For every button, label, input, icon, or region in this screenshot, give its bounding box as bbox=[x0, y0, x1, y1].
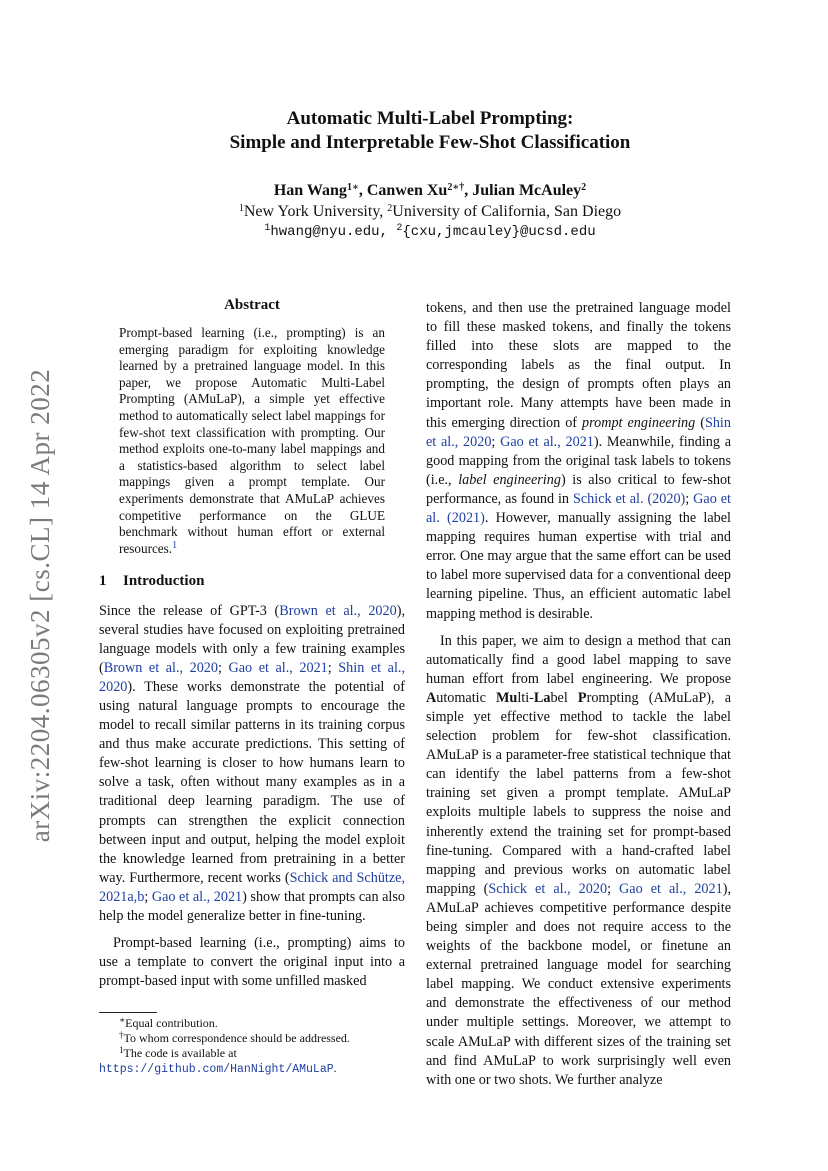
abstract-heading: Abstract bbox=[224, 297, 280, 313]
footnote-mark: ∗ bbox=[119, 1015, 126, 1025]
intro-paragraph-4 bbox=[426, 632, 731, 1090]
citation-link[interactable]: Shin et al., 2020 bbox=[426, 414, 731, 450]
author-sep-2: , bbox=[464, 182, 473, 199]
citation-link[interactable]: Gao et al., 2021 bbox=[619, 880, 723, 897]
text-run: ), several studies have focused on exploiting pretrained language models with only a few training examples ( bbox=[99, 602, 405, 676]
citation-link[interactable]: Gao et al., 2021 bbox=[500, 433, 594, 450]
text-run: ; bbox=[327, 659, 339, 676]
bold-run: A bbox=[426, 689, 437, 706]
section-heading-introduction bbox=[99, 572, 405, 591]
footnote-text: To whom correspondence should be addressed. bbox=[123, 1031, 350, 1045]
author-2: Canwen Xu bbox=[366, 182, 448, 199]
aff-2-mark: 2 bbox=[387, 203, 393, 214]
text-run: rompting (AMuLaP), a simple yet effective method to tackle the label selection problem for few-shot classification. AMuLaP is a parameter-free statistical technique that can identify the label patterns from a few-shot training set given a prompt template. AMuLaP exploits multiple labels to suppress the noise and inherently extend the training set for prompt-based fine-tuning. Compared with a hand-crafted label mapping and previous works on automatic label mapping ( bbox=[426, 689, 731, 897]
text-run: ) show that prompts can also help the model generalize better in fine-tuning. bbox=[99, 888, 405, 924]
text-run: Since the release of GPT-3 ( bbox=[99, 602, 280, 619]
intro-paragraph-2: Prompt-based learning (i.e., prompting) aims to use a template to convert the original input into a prompt-based input with some unfilled masked bbox=[99, 935, 405, 990]
citation-link[interactable]: Gao et al. (2021) bbox=[426, 490, 731, 527]
footnote-2 bbox=[99, 1031, 405, 1046]
text-run: utomatic bbox=[436, 689, 497, 706]
arxiv-stamp bbox=[18, 365, 64, 845]
text-run: ( bbox=[695, 414, 705, 431]
email-2: {cxu,jmcauley}@ucsd.edu bbox=[402, 224, 596, 240]
author-sep-1: , bbox=[358, 182, 367, 199]
text-run: . However, manually assigning the label mapping requires human expertise with trial and error. One may argue that the same effort can be used to label more supervised data for a conventional deep learning pipeline. Thus, an efficient automatic label mapping method is desirable. bbox=[426, 510, 731, 622]
text-run: ), AMuLaP achieves competitive performance despite being simpler and does not require access to the weights of the backbone model, or finetune an external pretrained language model for searching label mapping. We conduct extensive experiments and demonstrate the effectiveness of our method under multiple settings. Moreover, we attempt to scale AMuLaP with different sizes of the training set and find AMuLaP to work surprisingly well even with one or two shots. We further analyze bbox=[426, 880, 731, 1088]
author-3-mark: 2 bbox=[581, 182, 587, 193]
footnote-1 bbox=[99, 1016, 405, 1031]
text-run: In this paper, we aim to design a method that can automatically find a good label mapping to save human effort from label engineering. We propose bbox=[426, 632, 731, 687]
aff-1-mark: 1 bbox=[238, 203, 244, 214]
bold-run: Mu bbox=[496, 689, 518, 706]
email-1-mark: 1 bbox=[264, 223, 271, 234]
title-line-1: Automatic Multi-Label Prompting: bbox=[286, 108, 574, 129]
text-run: ) is also critical to few-shot performance, as found in bbox=[426, 471, 731, 507]
text-run: bel bbox=[550, 689, 578, 706]
citation-link[interactable]: Shin et al., 2020 bbox=[99, 659, 405, 695]
section-number: 1 bbox=[99, 573, 107, 590]
email-2-mark: 2 bbox=[396, 223, 403, 234]
affiliations bbox=[100, 201, 760, 222]
footnote-rule bbox=[99, 1012, 157, 1013]
footnote-text: . bbox=[333, 1061, 337, 1075]
text-run: ; bbox=[607, 880, 620, 897]
text-run: tokens, and then use the pretrained language model to fill these masked tokens, and finally the tokens filled into these slots are mapped to the corresponding labels as the final output. In prompting, the design of prompts often plays an important role. Many attempts have been made in this emerging direction of bbox=[426, 300, 731, 431]
right-column bbox=[426, 299, 731, 1090]
author-block bbox=[100, 180, 760, 243]
citation-link[interactable]: Gao et al., 2021 bbox=[228, 659, 328, 676]
footnote-text: The code is available at bbox=[123, 1046, 237, 1060]
intro-paragraph-3 bbox=[426, 299, 731, 624]
email-1: hwang@nyu.edu, bbox=[270, 224, 397, 240]
text-run: ). Meanwhile, finding a good mapping from the original task labels to tokens (i.e., bbox=[426, 433, 732, 488]
abstract-text bbox=[119, 325, 385, 557]
author-2-mark: 2∗† bbox=[447, 182, 465, 193]
emails bbox=[100, 222, 760, 243]
author-1: Han Wang bbox=[273, 182, 347, 199]
text-run: ; bbox=[144, 888, 152, 905]
paper-title bbox=[100, 107, 760, 155]
citation-link[interactable]: Gao et al., 2021 bbox=[151, 888, 243, 905]
left-column bbox=[99, 296, 405, 991]
title-line-2: Simple and Interpretable Few-Shot Classification bbox=[229, 132, 631, 153]
bold-run: P bbox=[577, 689, 587, 706]
citation-link[interactable]: Brown et al., 2020 bbox=[279, 602, 397, 619]
affiliation-1: New York University, bbox=[243, 203, 388, 220]
citation-link[interactable]: Schick et al., 2020 bbox=[488, 880, 608, 897]
footnotes bbox=[99, 1012, 405, 1077]
text-run: ; bbox=[685, 490, 694, 507]
text-run: ). These works demonstrate the potential of using natural language prompts to encourage the model to recall similar patterns in its training corpus and thus make accurate predictions. This setting of few-shot learning is closer to how humans learn to solve a task, often without many examples as in a traditional deep learning paradigm. The use of prompts can strengthen the explicit connection between input and output, helping the model exploit the knowledge learned from pretraining in a better way. Furthermore, recent works ( bbox=[99, 678, 405, 886]
abstract-body: Prompt-based learning (i.e., prompting) is an emerging paradigm for exploiting knowledge learned by a pretrained language model. In this paper, we propose Automatic Multi-Label Prompting (AMuLaP), a simple yet effective method to automatically select label mappings for few-shot text classification with prompting. Our method exploits one-to-many label mappings and a statistics-based algorithm to select label mappings given a prompt template. Our experiments demonstrate that AMuLaP achieves competitive performance on the GLUE benchmark without human effort or external resources. bbox=[119, 325, 385, 556]
text-run: lti- bbox=[517, 689, 534, 706]
footnote-text: Equal contribution. bbox=[125, 1016, 218, 1030]
text-run: ; bbox=[491, 433, 501, 450]
emphasis: label engineering bbox=[458, 471, 561, 488]
emphasis: prompt engineering bbox=[582, 414, 696, 431]
citation-link[interactable]: Brown et al., 2020 bbox=[103, 659, 218, 676]
footnote-3 bbox=[99, 1046, 405, 1077]
section-title: Introduction bbox=[123, 573, 205, 590]
footnote-mark: 1 bbox=[119, 1045, 124, 1055]
affiliation-2: University of California, San Diego bbox=[392, 203, 622, 220]
arxiv-id: arXiv:2204.06305v2 [cs.CL] 14 Apr 2022 bbox=[25, 368, 56, 842]
author-names bbox=[100, 180, 760, 201]
footnote-mark: † bbox=[119, 1030, 124, 1040]
bold-run: La bbox=[533, 689, 551, 706]
citation-link[interactable]: Schick and Schütze, 2021a,b bbox=[99, 869, 406, 905]
code-url-link[interactable]: https://github.com/HanNight/AMuLaP bbox=[99, 1063, 334, 1076]
citation-link[interactable]: Schick et al. (2020) bbox=[572, 490, 686, 507]
intro-paragraph-1 bbox=[99, 602, 405, 927]
author-3: Julian McAuley bbox=[472, 182, 582, 199]
author-1-mark: 1∗ bbox=[346, 182, 359, 193]
footnote-link-1[interactable]: 1 bbox=[172, 539, 178, 551]
text-run: ; bbox=[217, 659, 229, 676]
